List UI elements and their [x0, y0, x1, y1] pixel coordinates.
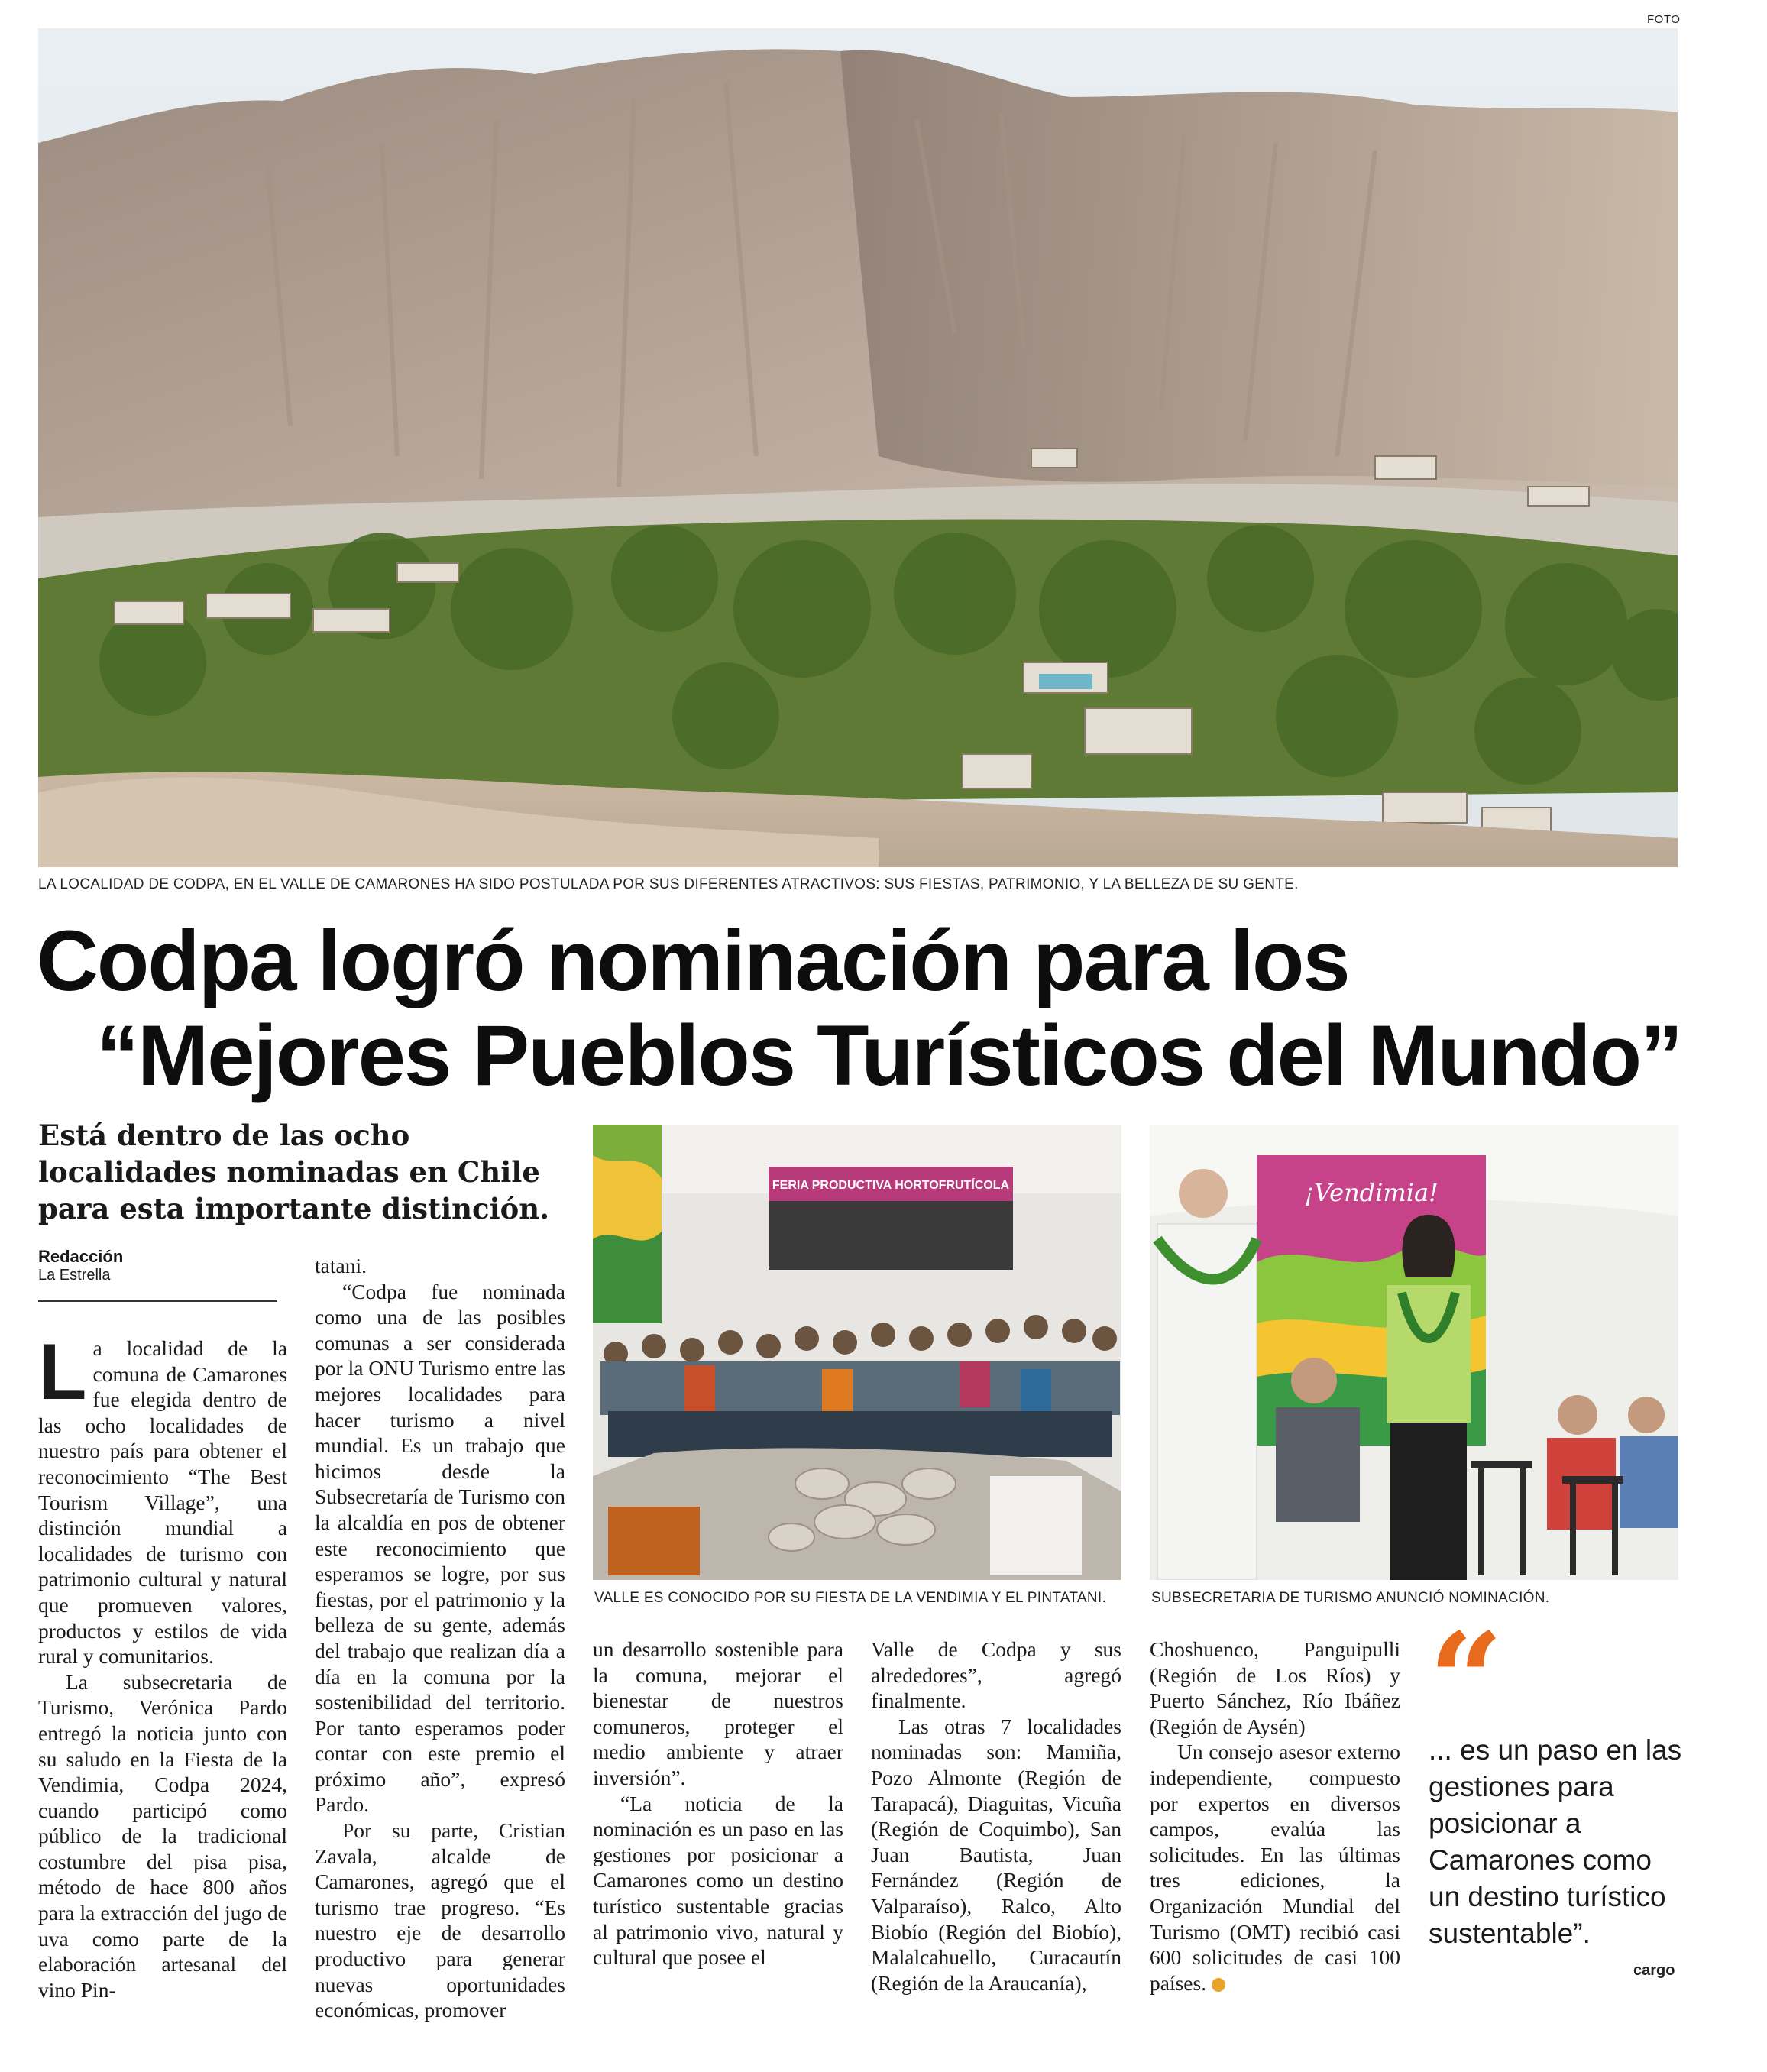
body-paragraph: a localidad de la comuna de Camarones fue elegida dentro de las ocho localidades de nuestro país para obtener el reconocimiento “The Best Tourism Village”, una distinción mundial a localidades de turismo con patrimonio cultural y natural que promueven valores, productos y estilos de vida rural y comunitarios.	[38, 1336, 287, 1669]
body-paragraph: La subsecretaria de Turismo, Verónica Pardo entregó la noticia junto con su saludo en la Fiesta de la Vendimia, Codpa 2024, cuando participó como público de la tradicional costumbre del pisa pisa, método de hace 800 años para la extracción del jugo de uva como parte de la elaboración artesanal del vino Pin-	[38, 1669, 287, 2002]
fiesta-photo	[593, 1125, 1121, 1580]
fiesta-crowd-image	[593, 1125, 1121, 1580]
headline-line-1: Codpa logró nominación para los	[37, 913, 1349, 1008]
body-column-5	[1150, 1637, 1400, 1996]
hero-photo	[38, 28, 1678, 867]
byline-org: La Estrella	[38, 1267, 111, 1284]
subsecretaria-image	[1150, 1125, 1678, 1580]
end-of-article-icon: ✦	[1212, 1978, 1225, 1992]
body-column-2	[315, 1253, 565, 2023]
fiesta-banner-text: FERIA PRODUCTIVA HORTOFRUTÍCOLA	[772, 1179, 1010, 1192]
body-paragraph: “Codpa fue nominada como una de las posibles comunas a ser considerada por la ONU Turismo entre las mejores localidades para hacer turismo a nivel mundial. Es un trabajo que hicimos desde la Subsecretaría de Turismo con la alcaldía en pos de obtener este reconocimiento que esperamos se logre, por sus fiestas, por el patrimonio y la belleza de su gente, además del trabajo que realizan día a día en la comuna por la sostenibilidad del territorio. Por tanto esperamos poder contar con este premio el próximo año”, expresó Pardo.	[315, 1279, 565, 1817]
body-paragraph: “La noticia de la nominación es un paso en las gestiones por posicionar a Camarones como un destino turístico sustentable gracias al patrimonio vivo, natural y cultural que posee el	[593, 1791, 843, 1970]
byline	[38, 1247, 123, 1284]
body-paragraph: Valle de Codpa y sus alrededores”, agregó finalmente.	[871, 1637, 1121, 1713]
quote-mark-icon: “	[1429, 1604, 1503, 1757]
body-paragraph: Un consejo asesor externo independiente, compuesto por expertos en diversos campos, evalúa las solicitudes. En las últimas tres ediciones, la Organización Mundial del Turismo (OMT) recibió casi 600 solicitudes de casi 100 países.	[1150, 1740, 1400, 1995]
body-column-4	[871, 1637, 1121, 1996]
headline	[37, 914, 1717, 1103]
pull-quote-text: ... es un paso en las gestiones para posicionar a Camarones como un destino turístico sustentable”.	[1429, 1734, 1682, 1949]
body-paragraph: Choshuenco, Panguipulli (Región de Los Ríos) y Puerto Sánchez, Río Ibáñez (Región de Aysén)	[1150, 1637, 1400, 1738]
announcement-photo	[1150, 1125, 1678, 1580]
photo-credit: FOTO	[1647, 13, 1681, 26]
fiesta-caption: VALLE ES CONOCIDO POR SU FIESTA DE LA VENDIMIA Y EL PINTATANI.	[594, 1590, 1107, 1606]
body-paragraph: Por su parte, Cristian Zavala, alcalde de Camarones, agregó que el turismo trae progreso. “Es nuestro eje de desarrollo productivo para generar nuevas oportunidades económicas, promover	[315, 1818, 565, 2022]
body-column-1	[38, 1328, 287, 2002]
body-column-3	[593, 1637, 843, 1970]
subheadline: Está dentro de las ocho localidades nominadas en Chile para esta importante distinción.	[38, 1119, 550, 1225]
footer-mark: cargo	[1633, 1962, 1675, 1979]
hero-caption: LA LOCALIDAD DE CODPA, EN EL VALLE DE CAMARONES HA SIDO POSTULADA POR SUS DIFERENTES ATRACTIVOS: SUS FIESTAS, PATRIMONIO, Y LA BELLEZA DE SU GENTE.	[38, 876, 1299, 892]
byline-author: Redacción	[38, 1247, 124, 1266]
body-paragraph: tatani.	[315, 1254, 367, 1277]
announcement-caption: SUBSECRETARIA DE TURISMO ANUNCIÓ NOMINACIÓN.	[1151, 1590, 1550, 1606]
headline-line-2: “Mejores Pueblos Turísticos del Mundo”	[96, 1008, 1682, 1103]
vendimia-banner-text: ¡Vendimia!	[1304, 1178, 1439, 1207]
byline-rule	[38, 1300, 277, 1302]
drop-cap: L	[38, 1328, 87, 1416]
codpa-valley-image	[38, 28, 1678, 867]
body-paragraph: Las otras 7 localidades nominadas son: Mamiña, Pozo Almonte (Región de Tarapacá), Diaguitas, Vicuña (Región de Coquimbo), San Juan Bautista, Juan Fernández (Región de Valparaíso), Ralco, Alto Biobío (Región del Biobío), Malalcahuello, Curacautín (Región de la Araucanía),	[871, 1714, 1121, 1995]
pull-quote	[1429, 1604, 1688, 1952]
body-paragraph: un desarrollo sostenible para la comuna, mejorar el bienestar de nuestros comuneros, proteger el medio ambiente y atraer inversión”.	[593, 1637, 843, 1789]
